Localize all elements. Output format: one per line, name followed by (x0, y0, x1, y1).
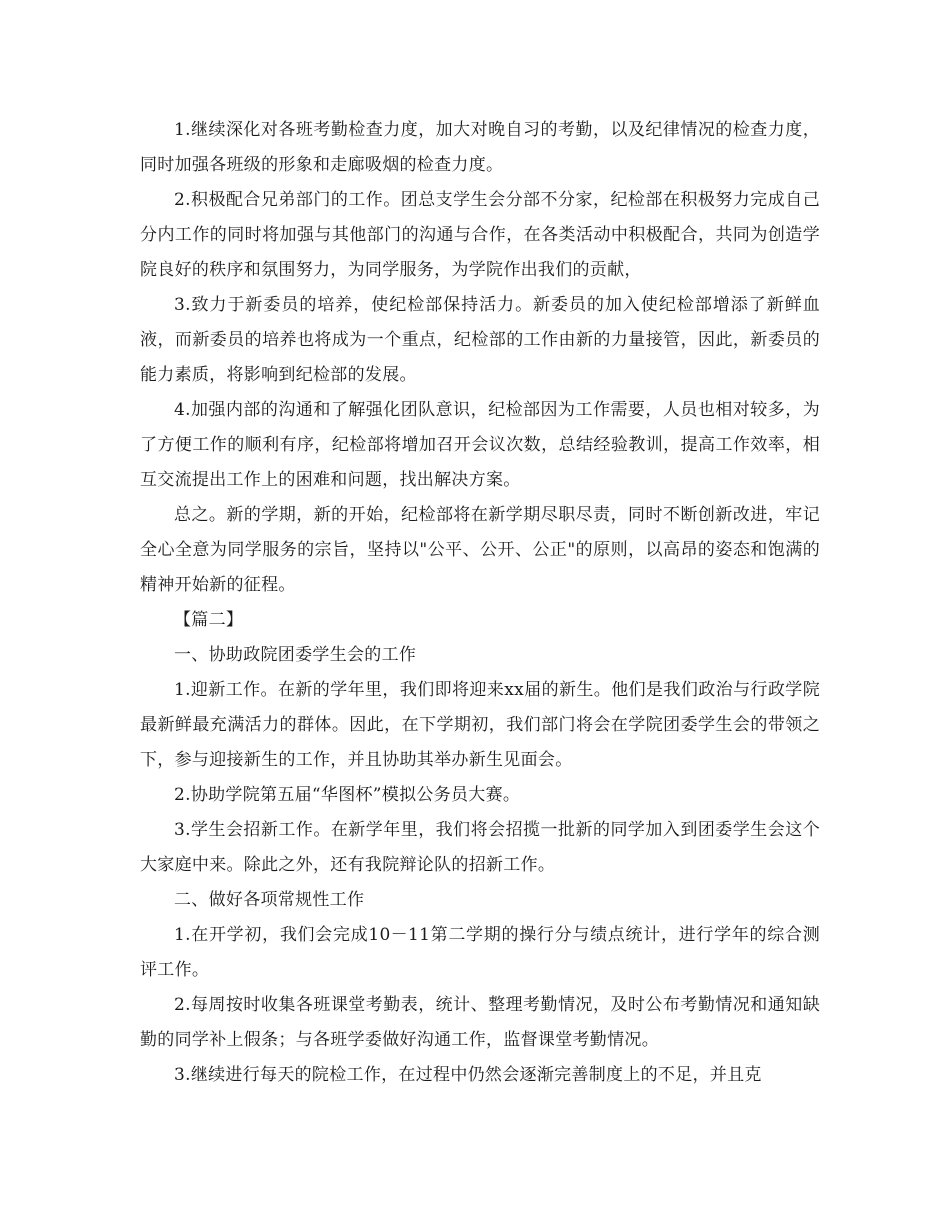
paragraph-attendance: 2.每周按时收集各班课堂考勤表，统计、整理考勤情况，及时公布考勤情况和通知缺勤的同学补上假条；与各班学委做好沟通工作，监督课堂考勤情况。 (140, 995, 820, 1050)
paragraph-summary: 总之。新的学期，新的开始，纪检部将在新学期尽职尽责，同时不断创新改进，牢记全心全意为同学服务的宗旨，坚持以"公平、公开、公正"的原则，以高昂的姿态和饱满的精神开始新的征程。 (140, 505, 820, 595)
paragraph-2: 2.积极配合兄弟部门的工作。团总支学生会分部不分家，纪检部在积极努力完成自己分内工作的同时将加强与其他部门的沟通与合作，在各类活动中积极配合，共同为创造学院良好的秩序和氛围努力，为同学服务，为学院作出我们的贡献， (140, 190, 820, 280)
section-heading-1: 一、协助政院团委学生会的工作 (174, 645, 417, 665)
paragraph-recruitment: 3.学生会招新工作。在新学年里，我们将会招揽一批新的同学加入到团委学生会这个大家庭中来。除此之外，还有我院辩论队的招新工作。 (140, 820, 820, 875)
paragraph-daily-inspection: 3.继续进行每天的院检工作，在过程中仍然会逐渐完善制度上的不足，并且克 (174, 1065, 762, 1085)
document-body (140, 113, 820, 1093)
paragraph-4: 4.加强内部的沟通和了解强化团队意识，纪检部因为工作需要，人员也相对较多，为了方便工作的顺利有序，纪检部将增加召开会议次数，总结经验教训，提高工作效率，相互交流提出工作上的困难和问题，找出解决方案。 (140, 400, 820, 490)
section-heading-2: 二、做好各项常规性工作 (174, 890, 365, 910)
paragraph-3: 3.致力于新委员的培养，使纪检部保持活力。新委员的加入使纪检部增添了新鲜血液，而新委员的培养也将成为一个重点，纪检部的工作由新的力量接管，因此，新委员的能力素质，将影响到纪检部的发展。 (140, 295, 820, 385)
paragraph-welcome-freshmen: 1.迎新工作。在新的学年里，我们即将迎来xx届的新生。他们是我们政治与行政学院最新鲜最充满活力的群体。因此，在下学期初，我们部门将会在学院团委学生会的带领之下，参与迎接新生的工作，并且协助其举办新生见面会。 (140, 680, 820, 770)
section-heading-part-two: 【篇二】 (174, 610, 244, 630)
paragraph-evaluation: 1.在开学初，我们会完成10－11第二学期的操行分与绩点统计，进行学年的综合测评工作。 (140, 925, 820, 980)
paragraph-1: 1.继续深化对各班考勤检查力度，加大对晚自习的考勤，以及纪律情况的检查力度，同时加强各班级的形象和走廊吸烟的检查力度。 (140, 120, 820, 175)
paragraph-civil-servant-contest: 2.协助学院第五届“华图杯”模拟公务员大赛。 (174, 785, 521, 805)
